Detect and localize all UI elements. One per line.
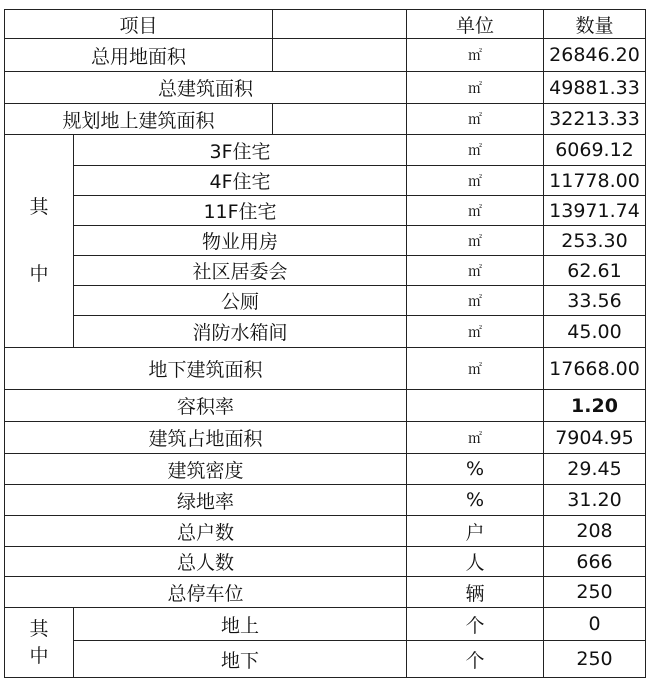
header-row (5, 10, 646, 39)
table-row (5, 316, 646, 348)
table-row (5, 641, 646, 678)
table-row (5, 577, 646, 608)
row-label: 总用地面积 (5, 39, 273, 72)
side-char-top: 其 (29, 617, 49, 640)
group-side-label (5, 135, 74, 348)
row-unit: ㎡ (407, 226, 544, 256)
row-value: 49881.33 (544, 72, 646, 104)
table-row (5, 454, 646, 485)
side-char-bottom: 中 (29, 644, 49, 667)
table-row (5, 226, 646, 256)
row-label: 规划地上建筑面积 (5, 104, 273, 135)
row-label: 物业用房 (74, 226, 407, 256)
table-row (5, 422, 646, 454)
row-value: 208 (544, 516, 646, 547)
row-value: 29.45 (544, 454, 646, 485)
table-row (5, 390, 646, 422)
table-row (5, 348, 646, 390)
row-label: 建筑占地面积 (5, 422, 407, 454)
project-data-table (4, 9, 646, 678)
table-row (5, 286, 646, 316)
row-label: 4F住宅 (74, 166, 407, 196)
row-value: 250 (544, 641, 646, 678)
row-value: 1.20 (544, 390, 646, 422)
row-unit: % (407, 454, 544, 485)
side-char-top: 其 (29, 196, 49, 219)
row-unit: 户 (407, 516, 544, 547)
row-label: 社区居委会 (74, 256, 407, 286)
row-value: 32213.33 (544, 104, 646, 135)
empty-cell (273, 39, 407, 72)
row-value: 253.30 (544, 226, 646, 256)
row-unit: ㎡ (407, 256, 544, 286)
row-unit: 辆 (407, 577, 544, 608)
row-label: 总停车位 (5, 577, 407, 608)
table-row (5, 485, 646, 516)
row-label: 11F住宅 (74, 196, 407, 226)
row-value: 62.61 (544, 256, 646, 286)
table-row (5, 135, 646, 166)
group-side-label (5, 608, 74, 678)
row-unit: ㎡ (407, 348, 544, 390)
row-unit: ㎡ (407, 104, 544, 135)
header-empty (273, 10, 407, 39)
row-label: 总人数 (5, 547, 407, 577)
header-qty: 数量 (544, 10, 646, 39)
table-row (5, 104, 646, 135)
row-unit: ㎡ (407, 72, 544, 104)
table-row (5, 166, 646, 196)
row-value: 13971.74 (544, 196, 646, 226)
table-row (5, 516, 646, 547)
header-item: 项目 (5, 10, 273, 39)
table-row (5, 196, 646, 226)
row-unit: 人 (407, 547, 544, 577)
row-label: 消防水箱间 (74, 316, 407, 348)
row-value: 26846.20 (544, 39, 646, 72)
row-unit: ㎡ (407, 422, 544, 454)
table-row (5, 608, 646, 641)
table-row (5, 72, 646, 104)
row-value: 250 (544, 577, 646, 608)
table-row (5, 256, 646, 286)
row-label: 总建筑面积 (5, 72, 407, 104)
row-label: 绿地率 (5, 485, 407, 516)
table-row (5, 39, 646, 72)
row-label: 地上 (74, 608, 407, 641)
row-label: 地下建筑面积 (5, 348, 407, 390)
row-label: 3F住宅 (74, 135, 407, 166)
row-unit: ㎡ (407, 166, 544, 196)
row-label: 容积率 (5, 390, 407, 422)
empty-cell (273, 104, 407, 135)
row-value: 11778.00 (544, 166, 646, 196)
row-unit: 个 (407, 608, 544, 641)
row-unit: 个 (407, 641, 544, 678)
row-unit: % (407, 485, 544, 516)
table-row (5, 547, 646, 577)
row-value: 6069.12 (544, 135, 646, 166)
row-value: 666 (544, 547, 646, 577)
row-value: 33.56 (544, 286, 646, 316)
row-unit: ㎡ (407, 39, 544, 72)
row-label: 地下 (74, 641, 407, 678)
row-unit: ㎡ (407, 316, 544, 348)
row-label: 建筑密度 (5, 454, 407, 485)
row-value: 17668.00 (544, 348, 646, 390)
header-unit: 单位 (407, 10, 544, 39)
row-value: 45.00 (544, 316, 646, 348)
row-unit: ㎡ (407, 286, 544, 316)
row-value: 31.20 (544, 485, 646, 516)
row-value: 0 (544, 608, 646, 641)
row-value: 7904.95 (544, 422, 646, 454)
row-unit: ㎡ (407, 135, 544, 166)
side-char-bottom: 中 (29, 263, 49, 285)
row-unit: ㎡ (407, 196, 544, 226)
row-unit (407, 390, 544, 422)
row-label: 总户数 (5, 516, 407, 547)
row-label: 公厕 (74, 286, 407, 316)
